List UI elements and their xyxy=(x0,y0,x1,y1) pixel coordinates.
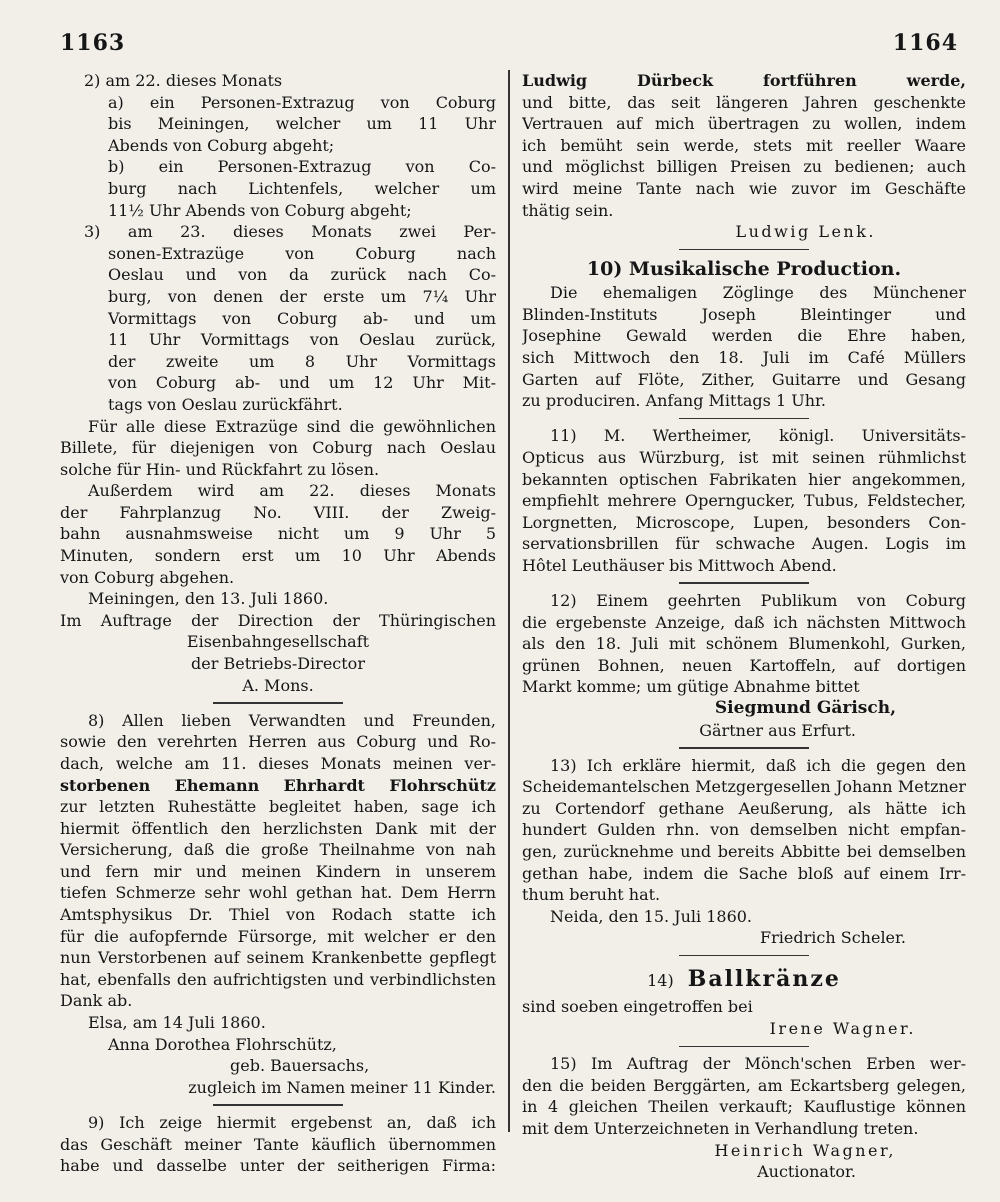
signature: Anna Dorothea Flohrschütz, xyxy=(108,1034,337,1054)
text-line: dach, welche am 11. dieses Monats meinen ver- xyxy=(60,753,496,773)
text-line: 12) Einem geehrten Publikum von Coburg xyxy=(550,590,966,610)
text-line: ich bemüht sein werde, stets mit reeller Waare xyxy=(522,135,966,155)
text-line: burg, von denen der erste um 7¼ Uhr xyxy=(108,286,496,306)
text-line: zur letzten Ruhestätte begleitet haben, sage ich xyxy=(60,797,496,817)
text-line: Josephine Gewald werden die Ehre haben, xyxy=(522,326,966,346)
section-divider xyxy=(213,1104,343,1106)
text-line: Markt komme; um gütige Abnahme bittet xyxy=(522,677,860,697)
signature-note: Auctionator. xyxy=(757,1162,856,1182)
text-line: Minuten, sondern erst um 10 Uhr Abends xyxy=(60,546,496,566)
text-line: die ergebenste Anzeige, daß ich nächsten Mittwoch xyxy=(522,612,966,632)
notice-10-musical-production xyxy=(522,256,966,412)
text-line: 8) Allen lieben Verwandten und Freunden, xyxy=(88,710,496,730)
text-line: und fern mir und meinen Kindern in unserem xyxy=(60,861,496,881)
text-line: und möglichst billigen Preisen zu bedienen; auch xyxy=(522,157,966,177)
section-divider xyxy=(679,1046,809,1048)
section-divider xyxy=(679,582,809,584)
text-line: Blinden-Instituts Joseph Bleintinger und xyxy=(522,304,966,324)
column-divider xyxy=(508,70,510,1132)
dateline: Meiningen, den 13. Juli 1860. xyxy=(88,589,329,609)
text-line: bahn ausnahmsweise nicht um 9 Uhr 5 xyxy=(60,524,496,544)
text-line: sowie den verehrten Herren aus Coburg und Ro- xyxy=(60,732,496,752)
text-line: burg nach Lichtenfels, welcher um xyxy=(108,178,496,198)
text-line: Vormittags von Coburg ab- und um xyxy=(108,308,496,328)
text-line: bekannten optischen Fabrikaten hier angekommen, xyxy=(522,469,966,489)
notice-title: Ballkränze xyxy=(687,966,841,993)
text-line: Opticus aus Würzburg, ist mit seinen rühmlichst xyxy=(522,447,966,467)
signature-note: geb. Bauersachs, xyxy=(230,1056,370,1076)
dateline: Elsa, am 14 Juli 1860. xyxy=(88,1013,266,1033)
notice-8-thanks xyxy=(60,710,496,1099)
text-line: bis Meiningen, welcher um 11 Uhr xyxy=(108,114,496,134)
text-line: nun Verstorbenen auf seinem Krankenbette gepflegt xyxy=(60,948,496,968)
text-line: Abends von Coburg abgeht; xyxy=(108,135,335,155)
text-line: solche für Hin- und Rückfahrt zu lösen. xyxy=(60,459,380,479)
text-line: sich Mittwoch den 18. Juli im Café Müllers xyxy=(522,348,966,368)
text-line: zu Cortendorf gethane Aeußerung, als hätte ich xyxy=(522,798,966,818)
section-divider xyxy=(679,249,809,251)
text-line: Vertrauen auf mich übertragen zu wollen, indem xyxy=(522,114,966,134)
text-line: wird meine Tante nach wie zuvor im Geschäfte xyxy=(522,178,966,198)
text-line: zu produciren. Anfang Mittags 1 Uhr. xyxy=(522,391,826,411)
text-line: tiefen Schmerze sehr wohl gethan hat. Dem Herrn xyxy=(60,883,496,903)
text-line: das Geschäft meiner Tante käuflich übernommen xyxy=(60,1134,496,1154)
text-line: hat, ebenfalls den aufrichtigsten und verbindlichsten xyxy=(60,969,496,989)
text-line: Die ehemaligen Zöglinge des Münchener xyxy=(550,283,966,303)
signature: Friedrich Scheler. xyxy=(760,928,906,948)
text-line: a) ein Personen-Extrazug von Coburg xyxy=(108,92,496,112)
text-line: hiermit öffentlich den herzlichsten Dank mit der xyxy=(60,818,496,838)
text-line: 2) am 22. dieses Monats xyxy=(84,71,283,90)
left-column xyxy=(60,70,496,1177)
text-line: und bitte, das seit längeren Jahren geschenkte xyxy=(522,92,966,112)
text-line: von Coburg ab- und um 12 Uhr Mit- xyxy=(108,373,496,393)
text-line: 15) Im Auftrag der Mönch'schen Erben wer- xyxy=(550,1054,966,1074)
text-line: Ludwig Dürbeck fortführen werde, xyxy=(522,71,966,90)
text-line: thätig sein. xyxy=(522,200,614,220)
signature-note: zugleich im Namen meiner 11 Kinder. xyxy=(188,1077,496,1097)
text-line: der Fahrplanzug No. VIII. der Zweig- xyxy=(60,502,496,522)
text-line: gethan habe, indem die Sache bloß auf einem Irr- xyxy=(522,863,966,883)
text-line: Versicherung, daß die große Theilnahme von nah xyxy=(60,840,496,860)
signature: A. Mons. xyxy=(242,675,314,695)
notice-2-3-railway xyxy=(60,70,496,696)
text-line: Garten auf Flöte, Zither, Guitarre und Gesang xyxy=(522,369,966,389)
text-line: grünen Bohnen, neuen Kartoffeln, auf dortigen xyxy=(522,655,966,675)
page-number-right: 1164 xyxy=(892,30,958,56)
text-line: Scheidemantelschen Metzgergesellen Johann Metzner xyxy=(522,777,966,797)
text-line: empfiehlt mehrere Operngucker, Tubus, Feldstecher, xyxy=(522,491,966,511)
text-line: sind soeben eingetroffen bei xyxy=(522,997,753,1017)
notice-13-retraction xyxy=(522,755,966,949)
text-line: der Betriebs-Director xyxy=(191,654,365,674)
text-line: Dank ab. xyxy=(60,991,133,1011)
text-line: thum beruht hat. xyxy=(522,885,661,905)
text-line: von Coburg abgehen. xyxy=(60,567,235,587)
text-line: sonen-Extrazüge von Coburg nach xyxy=(108,243,496,263)
text-line: Für alle diese Extrazüge sind die gewöhnlichen xyxy=(88,416,496,436)
section-divider xyxy=(213,702,343,704)
notice-15-auction xyxy=(522,1053,966,1183)
text-line: 11 Uhr Vormittags von Oeslau zurück, xyxy=(108,330,496,350)
text-line: hundert Gulden rhn. von demselben nicht empfan- xyxy=(522,820,966,840)
page-number-left: 1163 xyxy=(60,30,126,56)
signature: Ludwig Lenk. xyxy=(735,222,876,242)
signature-note: Gärtner aus Erfurt. xyxy=(699,720,856,740)
text-line: 11) M. Wertheimer, königl. Universitäts- xyxy=(550,426,966,446)
text-line: Amtsphysikus Dr. Thiel von Rodach statte ich xyxy=(60,905,496,925)
text-line: gen, zurücknehme und bereits Abbitte bei demselben xyxy=(522,842,966,861)
section-divider xyxy=(679,418,809,420)
text-line: Eisenbahngesellschaft xyxy=(186,632,370,652)
notice-9-continued xyxy=(522,70,966,243)
text-line: Billete, für diejenigen von Coburg nach Oeslau xyxy=(60,438,496,458)
section-heading: 10) Musikalische Production. xyxy=(586,258,902,281)
text-line: in 4 gleichen Theilen verkauft; Kauflustige können xyxy=(522,1097,966,1117)
text-line: servationsbrillen für schwache Augen. Logis im xyxy=(522,534,966,554)
text-line: 9) Ich zeige hiermit ergebenst an, daß ich xyxy=(88,1112,496,1132)
notice-14-header xyxy=(522,962,966,996)
signature: Siegmund Gärisch, xyxy=(714,697,896,718)
text-line: Im Auftrage der Direction der Thüringischen xyxy=(60,610,496,630)
text-line: storbenen Ehemann Ehrhardt Flohrschütz xyxy=(60,775,496,795)
text-line: als den 18. Juli mit schönem Blumenkohl, Gurken, xyxy=(522,634,966,654)
text-line: Außerdem wird am 22. dieses Monats xyxy=(88,481,496,501)
signature: Heinrich Wagner, xyxy=(714,1140,896,1160)
text-line: 11½ Uhr Abends von Coburg abgeht; xyxy=(108,200,412,220)
notice-12-vegetables xyxy=(522,590,966,741)
notice-11-optician xyxy=(522,425,966,576)
notice-number: 14) xyxy=(647,971,674,991)
section-divider xyxy=(679,955,809,957)
text-line: Hôtel Leuthäuser bis Mittwoch Abend. xyxy=(522,555,837,575)
text-line: Oeslau und von da zurück nach Co- xyxy=(108,265,496,285)
text-line: 3) am 23. dieses Monats zwei Per- xyxy=(84,222,496,242)
notice-9-business xyxy=(60,1112,496,1177)
text-line: habe und dasselbe unter der seitherigen Firma: xyxy=(60,1156,496,1176)
text-line: für die aufopfernde Fürsorge, mit welcher er den xyxy=(60,926,496,946)
section-divider xyxy=(679,747,809,749)
signature: Irene Wagner. xyxy=(769,1019,916,1039)
text-line: Lorgnetten, Microscope, Lupen, besonders Con- xyxy=(522,512,966,532)
text-line: tags von Oeslau zurückfährt. xyxy=(108,394,343,414)
text-line: mit dem Unterzeichneten in Verhandlung treten. xyxy=(522,1118,919,1138)
dateline: Neida, den 15. Juli 1860. xyxy=(550,906,753,926)
text-line: 13) Ich erkläre hiermit, daß ich die gegen den xyxy=(550,755,966,775)
text-line: den die beiden Berggärten, am Eckartsberg gelegen, xyxy=(522,1075,966,1095)
notice-14-ballkraenze xyxy=(522,962,966,1039)
text-line: b) ein Personen-Extrazug von Co- xyxy=(108,157,496,177)
text-line: der zweite um 8 Uhr Vormittags xyxy=(108,351,496,371)
right-column xyxy=(522,70,966,1183)
